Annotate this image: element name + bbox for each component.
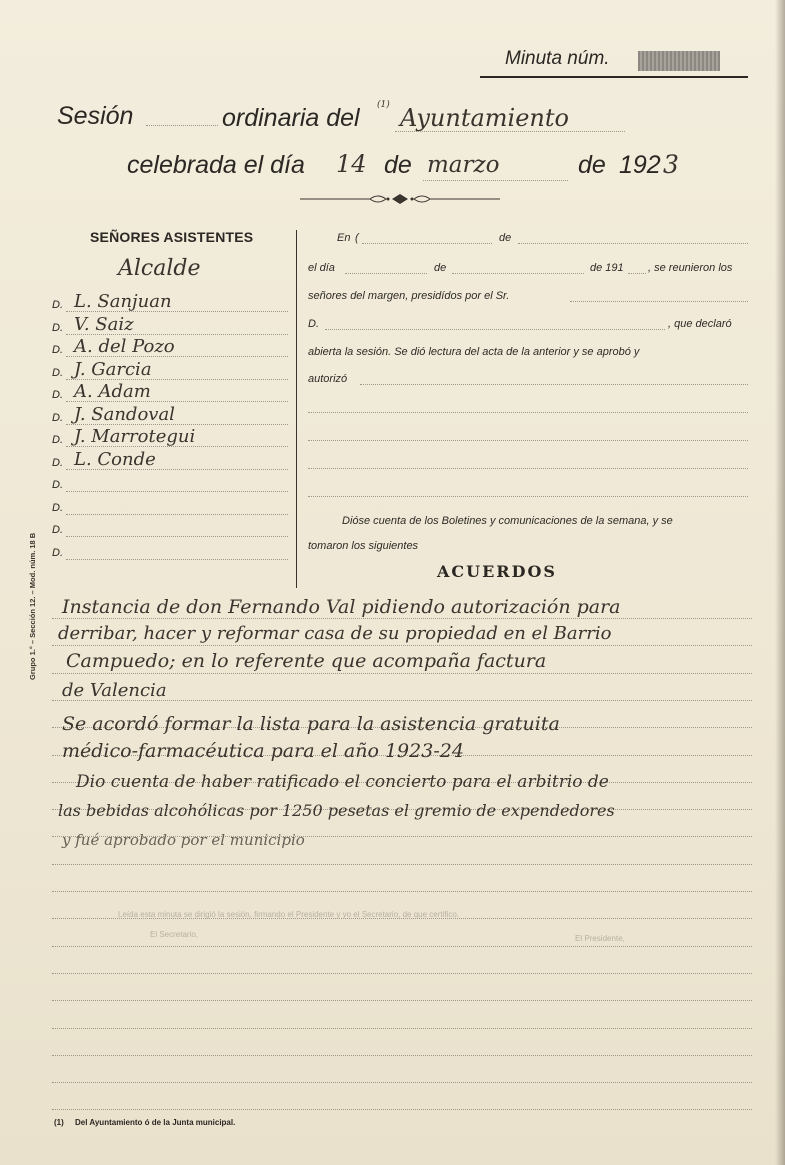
asistente-prefix: D. [52, 321, 63, 334]
acuerdo-line: Instancia de don Fernando Val pidiendo autorización para [62, 596, 621, 618]
ruled-line [52, 973, 752, 974]
acuerdo-line: Campuedo; en lo referente que acompaña factura [66, 650, 547, 672]
asistente-row [50, 293, 290, 316]
asistente-dotline [66, 536, 288, 537]
asistente-row [50, 358, 290, 384]
de-label-1: de [384, 151, 412, 179]
day-handwritten: 14 [336, 150, 367, 178]
asistente-prefix: D. [52, 389, 63, 401]
form-dotline-1 [308, 412, 748, 413]
asistente-dotline [66, 356, 288, 357]
asistente-row [50, 403, 290, 429]
acuerdo-line: y fué aprobado por el municipio [62, 831, 305, 849]
d-label-form: D. [308, 318, 319, 330]
asistente-prefix: D. [52, 456, 63, 469]
ghost-text-1: Leída esta minuta se dirigió la sesión, firmando el Presidente y yo el Secretario, de que certifico. [118, 910, 460, 919]
ruled-line [52, 1028, 752, 1029]
dia-dotline [345, 273, 427, 274]
form-dotline-4 [308, 496, 748, 497]
autorizo-dotline [360, 384, 748, 385]
asistente-name: A. del Pozo [74, 336, 175, 357]
celebrada-label: celebrada el día [127, 151, 305, 179]
acuerdo-line: derribar, hacer y reformar casa de su propiedad en el Barrio [58, 623, 612, 644]
body-dotline [395, 131, 625, 132]
asistente-dotline [66, 514, 288, 515]
year-printed: 192 [619, 151, 661, 179]
minuta-rule [480, 76, 748, 78]
asistente-prefix: D. [52, 299, 63, 311]
month-handwritten: marzo [427, 152, 500, 178]
asistente-prefix: D. [52, 411, 63, 424]
minuta-label: Minuta núm. [505, 48, 610, 69]
ruled-line [52, 645, 752, 646]
ruled-line [52, 1055, 752, 1056]
asistente-prefix: D. [52, 501, 63, 514]
side-note-wrap [28, 500, 42, 680]
asistente-row [50, 541, 290, 564]
acuerdo-line: Se acordó formar la lista para la asistencia gratuita [62, 713, 560, 735]
d-dotline [325, 329, 665, 330]
role-alcalde: Alcalde [118, 256, 201, 281]
de191-label: de 191 [590, 262, 624, 274]
asistente-row [50, 383, 290, 406]
asistente-dotline [66, 334, 288, 335]
ordinaria-label: ordinaria del [222, 104, 360, 132]
ruled-line [52, 618, 752, 619]
column-divider [296, 230, 297, 588]
asistente-row [50, 313, 290, 339]
que-declaro-label: , que declaró [668, 318, 732, 330]
diose-line-1: Dióse cuenta de los Boletines y comunicaciones de la semana, y se [342, 515, 673, 527]
asistente-name: L. Sanjuan [74, 291, 172, 312]
page-edge-shadow [775, 0, 785, 1165]
asistente-row [50, 448, 290, 474]
asistente-dotline [66, 491, 288, 492]
acuerdo-line: las bebidas alcohólicas por 1250 pesetas el gremio de expendedores [58, 801, 615, 820]
acuerdo-line: de Valencia [62, 680, 167, 701]
asistente-prefix: D. [52, 546, 63, 559]
form-dotline-3 [308, 468, 748, 469]
sesion-label: Sesión [57, 102, 134, 130]
ruled-line [52, 891, 752, 892]
asistente-dotline [66, 446, 288, 447]
month-dotline [423, 180, 568, 181]
asistente-prefix: D. [52, 344, 63, 356]
side-note: Grupo 1.° – Sección 12. – Mod. núm. 18 B [28, 532, 37, 680]
asistente-prefix: D. [52, 434, 63, 446]
asistente-dotline [66, 311, 288, 312]
de-label-form: de [499, 232, 512, 244]
en-dotline [362, 243, 492, 244]
asistente-row [50, 473, 290, 496]
asistente-dotline [66, 469, 288, 470]
year-handwritten: 3 [663, 150, 679, 179]
ruled-line [52, 946, 752, 947]
asistente-prefix: D. [52, 524, 63, 536]
acuerdos-heading: ACUERDOS [437, 562, 557, 581]
asistente-prefix: D. [52, 366, 63, 379]
asistentes-heading: SEÑORES ASISTENTES [90, 229, 254, 245]
ruled-line [52, 673, 752, 674]
asistente-name: V. Saiz [74, 313, 134, 335]
de-label-form-2: de [434, 262, 447, 274]
ornament-divider [300, 192, 500, 206]
month-form-dotline [452, 273, 584, 274]
asistente-row [50, 338, 290, 361]
asistente-dotline [66, 559, 288, 560]
de-label-2: de [578, 151, 606, 179]
year-form-dotline [628, 273, 646, 274]
asistente-prefix: D. [52, 479, 63, 491]
en-footnote: ( [355, 232, 359, 244]
footnote-text: Del Ayuntamiento ó de la Junta municipal. [75, 1118, 236, 1127]
el-dia-label: el día [308, 262, 335, 274]
en-label: En [337, 232, 351, 244]
asistente-dotline [66, 401, 288, 402]
body-name-handwritten: Ayuntamiento [400, 104, 569, 132]
autorizo-label: autorizó [308, 373, 348, 385]
reunieron-label: , se reunieron los [648, 262, 733, 274]
asistente-dotline [66, 424, 288, 425]
asistente-row [50, 496, 290, 519]
ghost-text-2: El Presidente, [575, 934, 625, 943]
diose-line-2: tomaron los siguientes [308, 540, 419, 552]
asistente-name: J. Sandoval [74, 403, 175, 425]
asistente-name: L. Conde [74, 448, 156, 470]
asistente-name: A. Adam [74, 381, 151, 402]
asistente-row [50, 428, 290, 451]
asistente-name: J. Garcia [74, 358, 152, 380]
asistente-name: J. Marrotegui [74, 426, 196, 447]
sesion-dotline [146, 125, 218, 126]
asistente-row [50, 518, 290, 541]
de-dotline [518, 243, 748, 244]
ruled-line [52, 1082, 752, 1083]
minuta-number-redacted [638, 51, 720, 71]
footnote-marker: (1) [54, 1118, 64, 1127]
ruled-line [52, 864, 752, 865]
asistentes-list [50, 293, 290, 563]
asistente-dotline [66, 379, 288, 380]
ruled-line [52, 1109, 752, 1110]
senores-margen-label: señores del margen, presidídos por el Sr. [308, 290, 510, 302]
presidente-dotline [570, 301, 748, 302]
form-dotline-2 [308, 440, 748, 441]
acuerdo-line: médico-farmacéutica para el año 1923-24 [62, 740, 464, 762]
footnote-marker-hand: (1) [377, 100, 390, 110]
abierta-label: abierta la sesión. Se dió lectura del acta de la anterior y se aprobó y [308, 346, 640, 358]
ghost-text-3: El Secretario, [150, 930, 199, 939]
acuerdo-line: Dio cuenta de haber ratificado el concierto para el arbitrio de [76, 772, 609, 792]
ruled-line [52, 1000, 752, 1001]
